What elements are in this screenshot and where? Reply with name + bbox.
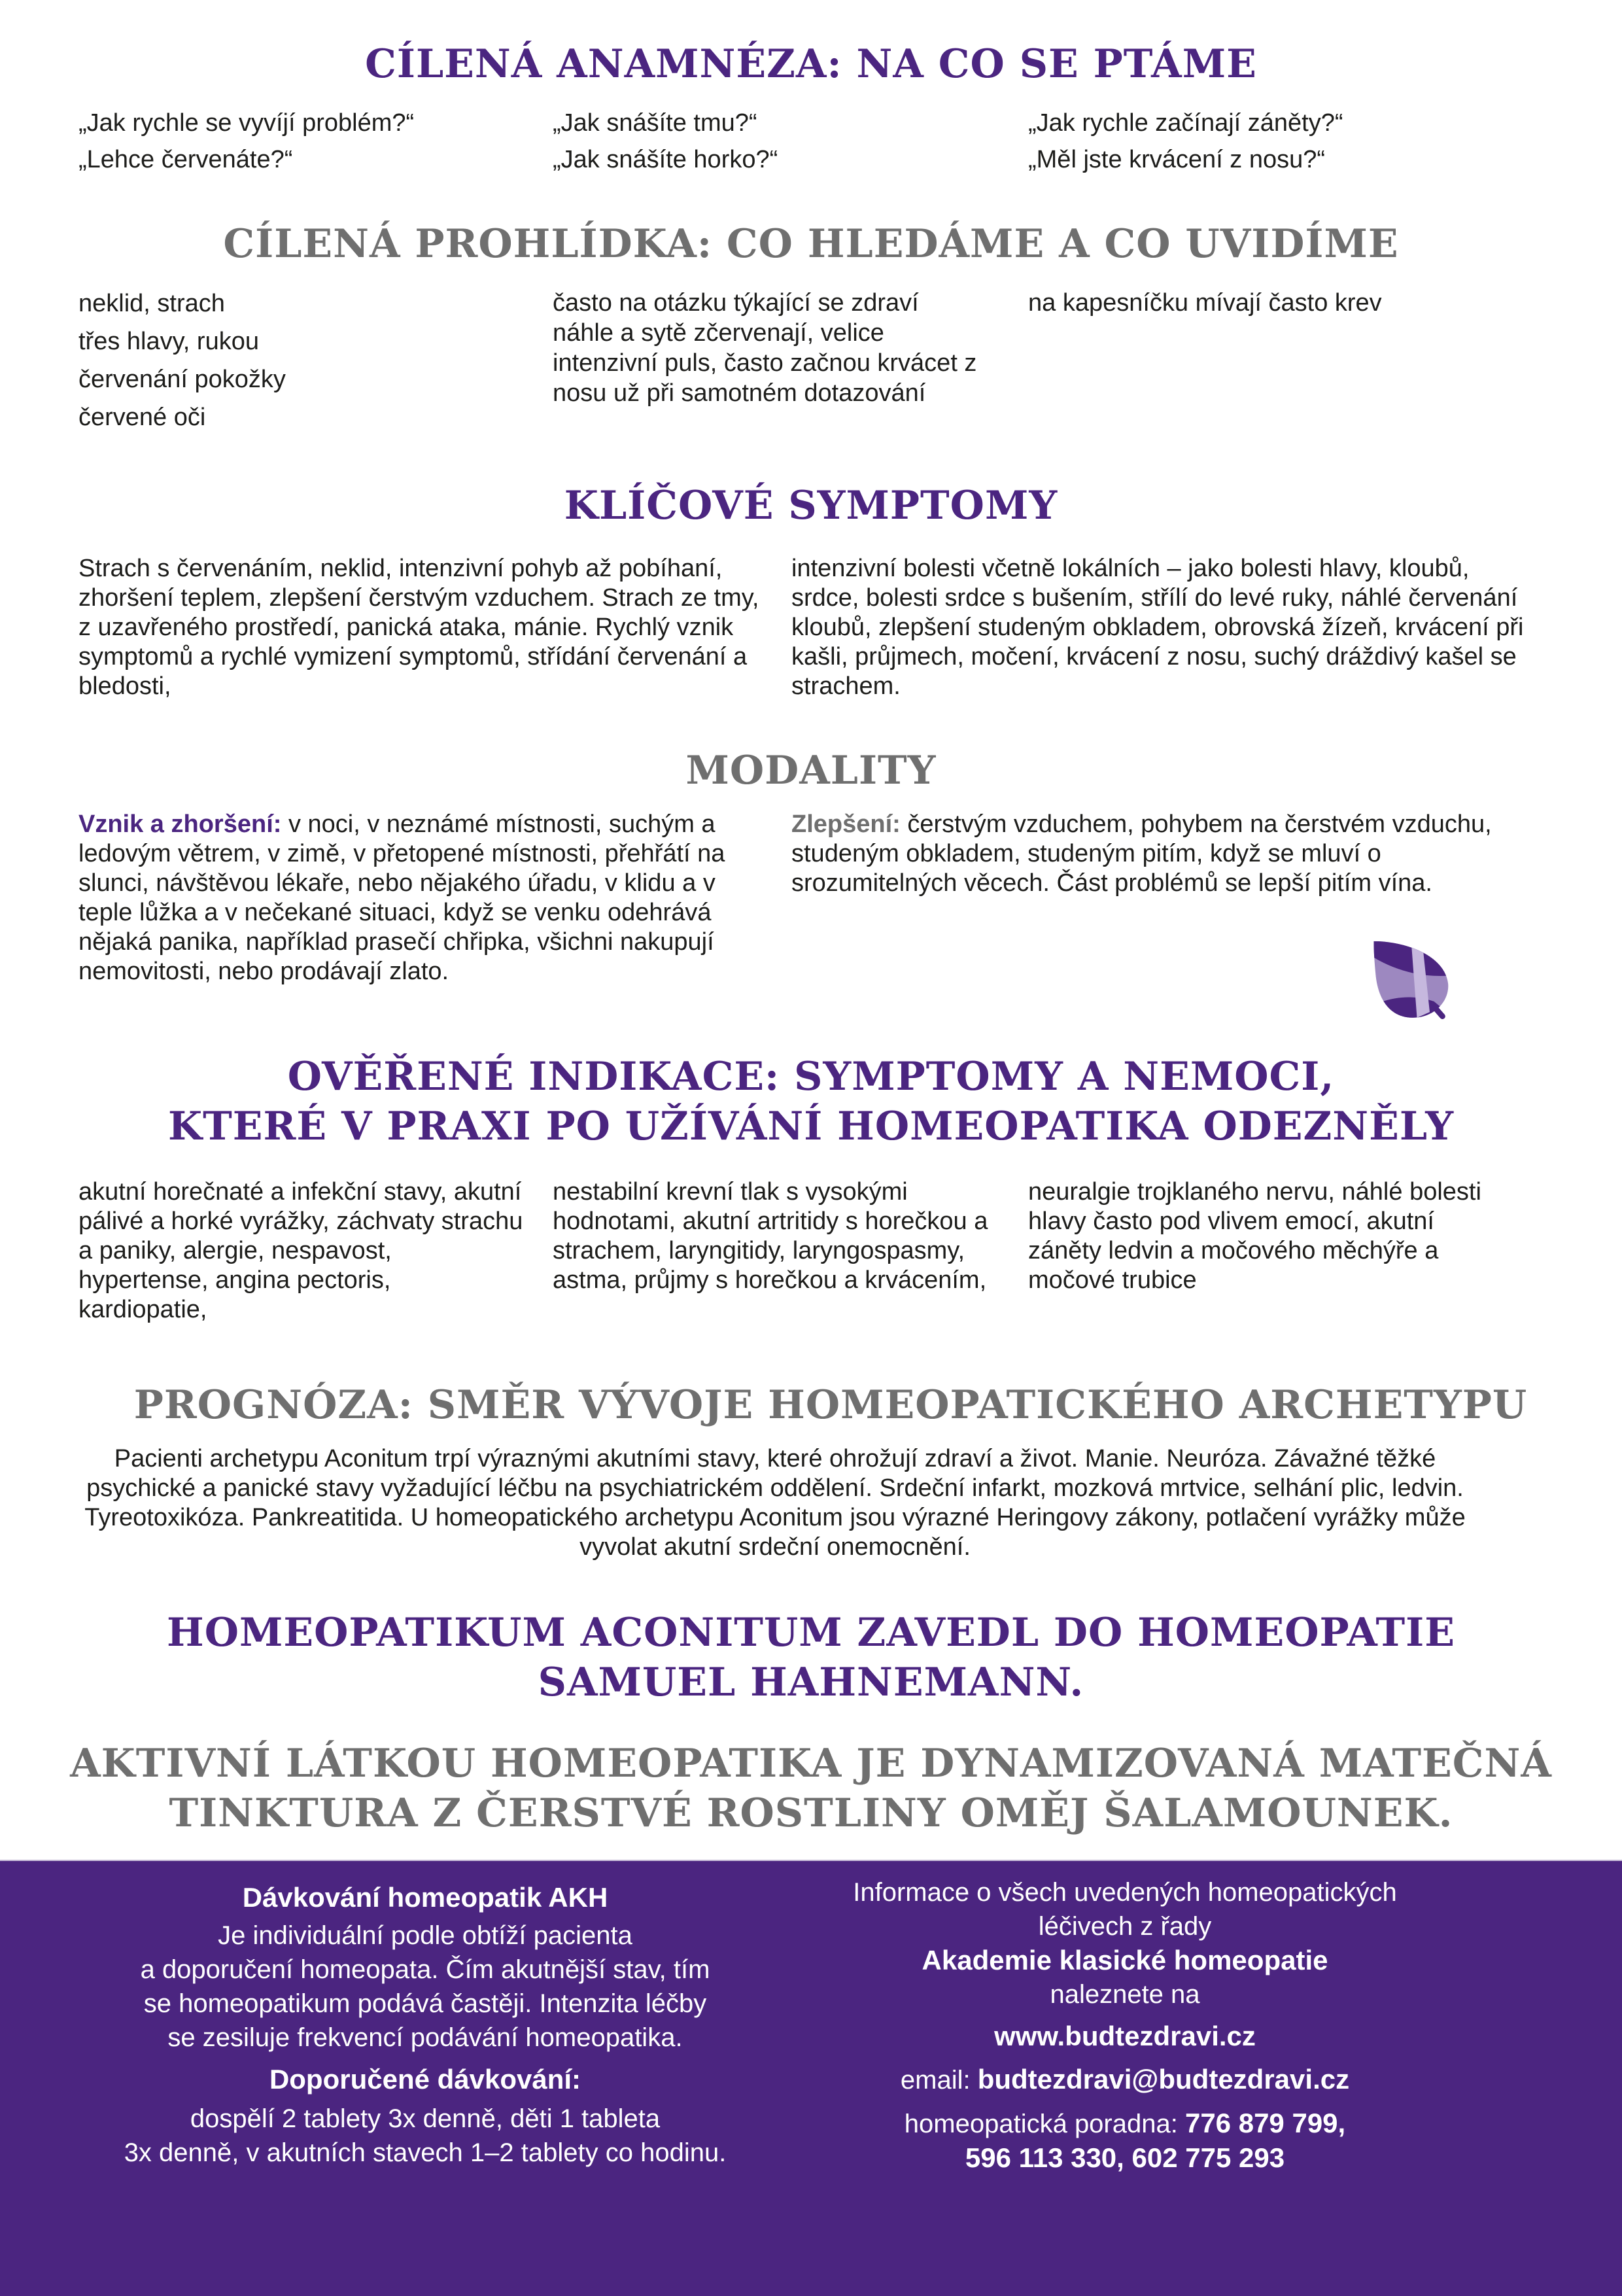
info-line: naleznete na (1050, 1980, 1200, 2009)
prohlidka-title: CÍLENÁ PROHLÍDKA: CO HLEDÁME A CO UVIDÍME (223, 221, 1399, 267)
dosage-line: Je individuální podle obtíží pacienta (218, 1921, 632, 1950)
prohlidka-item: třes hlavy, rukou (78, 328, 259, 355)
dosage-line: a doporučení homeopata. Čím akutnější stav, tím (140, 1955, 710, 1984)
modality-better (791, 810, 1498, 898)
dosage-title: Dávkování homeopatik AKH (242, 1882, 608, 1913)
recommended-dosage-line: 3x denně, v akutních stavech 1–2 tablety co hodinu. (124, 2138, 727, 2167)
dosage-line: se zesiluje frekvencí podávání homeopatika. (167, 2023, 683, 2052)
leaf-icon (1370, 934, 1455, 1019)
prognoza-text: Pacienti archetypu Aconitum trpí výraznými akutními stavy, které ohrožují zdraví a život. Manie. Neuróza. Závažné těžké psychické a panické stavy vyžadující léčbu na psychiatrickém oddělení. Srdeční infarkt, mozková mrtvice, selhání plic, ledvin. Tyreotoxikóza. Pankreatitida. U homeopatického archetypu Aconitum jsou výrazné Heringovy zákony, potlačení vyrážky může vyvolat akutní srdeční onemocnění. (84, 1445, 1466, 1561)
symptomy-title: KLÍČOVÉ SYMPTOMY (564, 483, 1058, 529)
anamneza-question: „Jak snášíte tmu?“ (553, 109, 757, 137)
anamneza-title: CÍLENÁ ANAMNÉZA: NA CO SE PTÁME (365, 41, 1257, 87)
anamneza-question: „Lehce červenáte?“ (78, 146, 293, 173)
website-link[interactable]: www.budtezdravi.cz (994, 2021, 1256, 2051)
phone-label: homeopatická poradna: (904, 2110, 1185, 2138)
indikace-title-line-1: OVĚŘENÉ INDIKACE: SYMPTOMY A NEMOCI, (287, 1054, 1335, 1100)
info-column (785, 1875, 1465, 2175)
organization-name: Akademie klasické homeopatie (922, 1945, 1328, 1975)
prohlidka-item: neklid, strach (78, 290, 225, 317)
indikace-column-2: nestabilní krevní tlak s vysokými hodnotami, akutní artritidy s horečkou a strachem, laryngitidy, laryngospasmy, astma, průjmy s horečkou a krvácením, (553, 1178, 988, 1294)
modality-worse (78, 810, 772, 986)
aktivni-line-2: TINKTURA Z ČERSTVÉ ROSTLINY OMĚJ ŠALAMOUNEK. (169, 1790, 1453, 1836)
anamneza-question: „Jak snášíte horko?“ (553, 146, 778, 173)
anamneza-question: „Jak rychle začínají záněty?“ (1028, 109, 1343, 137)
modality-title: MODALITY (685, 748, 937, 793)
prohlidka-item: červenání pokožky (78, 366, 286, 393)
aktivni-line-1: AKTIVNÍ LÁTKOU HOMEOPATIKA JE DYNAMIZOVANÁ MATEČNÁ (70, 1741, 1552, 1786)
anamneza-question: „Jak rychle se vyvíjí problém?“ (78, 109, 415, 137)
footer (0, 1860, 1622, 2296)
indikace-column-3: neuralgie trojklaného nervu, náhlé bolesti hlavy často pod vlivem emocí, akutní záněty ledvin a močového měchýře a močové trubice (1028, 1178, 1481, 1294)
indikace-title-line-2: KTERÉ V PRAXI PO UŽÍVÁNÍ HOMEOPATIKA ODEZNĚLY (167, 1104, 1455, 1149)
email-row (785, 2062, 1465, 2097)
modality-worse-text: v noci, v neznámé místnosti, suchým a ledovým větrem, v zimě, v přetopené místnosti, přehřátí na slunci, návštěvou lékaře, nebo nějakého úřadu, v klidu a v teple lůžka a v nečekané situaci, když se venku odehrává nějaká panika, například prasečí chřipka, všichni nakupují nemovitosti, nebo prodávají zlato. (78, 810, 725, 985)
zavedl-line-1: HOMEOPATIKUM ACONITUM ZAVEDL DO HOMEOPATIE (167, 1610, 1455, 1656)
info-line: léčivech z řady (1038, 1912, 1212, 1941)
symptomy-left-text: Strach s červenáním, neklid, intenzivní pohyb až pobíhaní, zhoršení teplem, zlepšení čerstvým vzduchem. Strach ze tmy, z uzavřeného prostředí, panická ataka, mánie. Rychlý vznik symptomů a rychlé vymizení symptomů, střídání červenání a bledosti, (78, 555, 759, 700)
email-label: email: (900, 2066, 978, 2095)
email-link[interactable]: budtezdravi@budtezdravi.cz (977, 2064, 1350, 2095)
indikace-column-1: akutní horečnaté a infekční stavy, akutní pálivé a horké vyrážky, záchvaty strachu a paniky, alergie, nespavost, hypertense, angina pectoris, kardiopatie, (78, 1178, 523, 1323)
prohlidka-column-1 (78, 285, 523, 436)
modality-better-label: Zlepšení: (791, 810, 901, 838)
prognoza-title: PROGNÓZA: SMĚR VÝVOJE HOMEOPATICKÉHO ARCHETYPU (133, 1382, 1528, 1428)
dosage-line: se homeopatikum podává častěji. Intenzita léčby (143, 1989, 707, 2018)
phone-numbers-2[interactable]: 596 113 330, 602 775 293 (965, 2142, 1285, 2173)
leaf-stem (1432, 1005, 1442, 1016)
recommended-dosage-title: Doporučené dávkování: (269, 2064, 581, 2095)
recommended-dosage-line: dospělí 2 tablety 3x denně, děti 1 tableta (190, 2104, 661, 2133)
prohlidka-item: červené oči (78, 404, 206, 431)
prohlidka-column-3: na kapesníčku mívají často krev (1028, 289, 1382, 317)
symptomy-right-text: intenzivní bolesti včetně lokálních – jako bolesti hlavy, kloubů, srdce, bolesti srdce s bušením, střílí do levé ruky, náhlé červenání kloubů, zlepšení studeným obkladem, obrovská žízeň, krvácení při kašli, průjmech, močení, krvácení z nosu, suchý dráždivý kašel se strachem. (791, 555, 1524, 700)
phone-number-1[interactable]: 776 879 799, (1184, 2108, 1346, 2138)
dosage-column (65, 1881, 785, 2170)
anamneza-column-3 (1028, 105, 1551, 178)
phone-row (785, 2106, 1465, 2141)
anamneza-question: „Měl jste krvácení z nosu?“ (1028, 146, 1326, 173)
anamneza-column-2 (553, 105, 1010, 178)
prohlidka-column-2: často na otázku týkající se zdraví náhle a sytě zčervenají, velice intenzivní puls, často začnou krvácet z nosu už při samotném dotazování (553, 289, 977, 407)
info-line: Informace o všech uvedených homeopatických (853, 1878, 1397, 1907)
modality-worse-label: Vznik a zhoršení: (78, 810, 282, 838)
modality-better-text: čerstvým vzduchem, pohybem na čerstvém vzduchu, studeným obkladem, studeným pitím, když se mluví o srozumitelných věcech. Část problémů se lepší pitím vína. (791, 810, 1492, 897)
anamneza-column-1 (78, 105, 536, 178)
zavedl-line-2: SAMUEL HAHNEMANN. (538, 1660, 1084, 1705)
